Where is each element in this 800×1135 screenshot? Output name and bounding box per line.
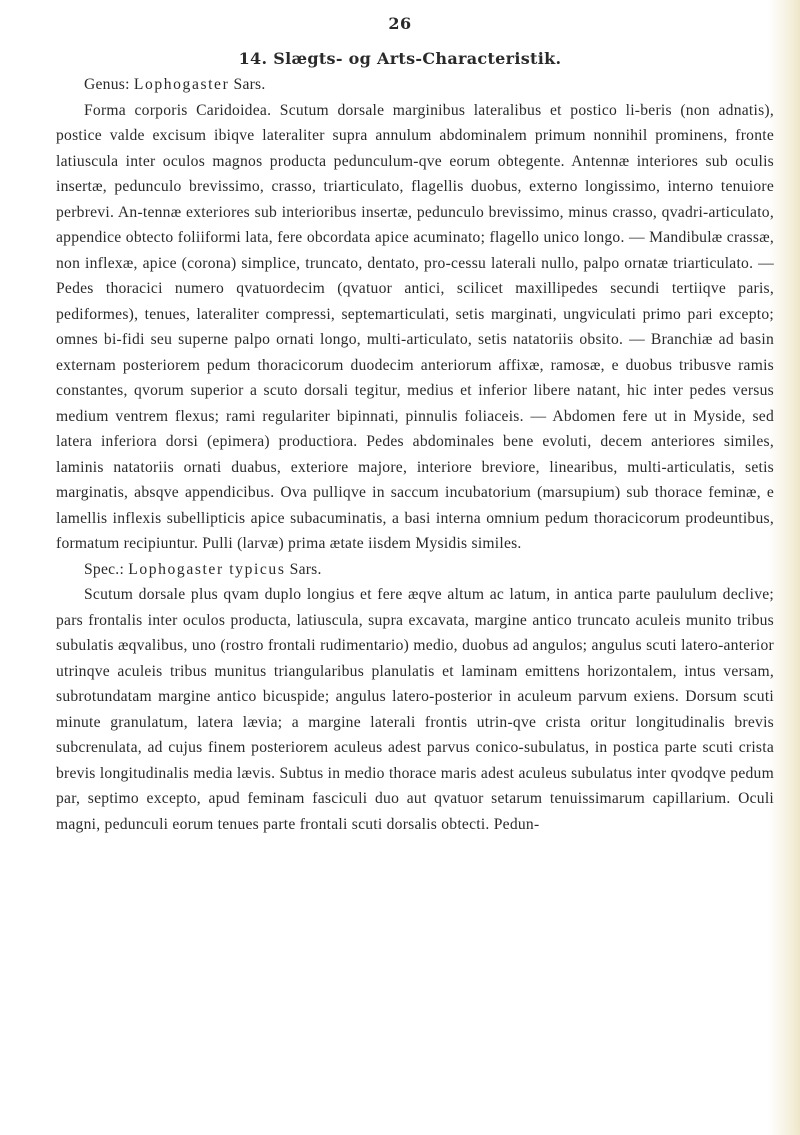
species-name: Lophogaster typicus <box>128 560 286 578</box>
species-line <box>56 557 774 583</box>
body-text <box>56 72 774 837</box>
genus-author: Sars. <box>229 76 266 93</box>
genus-line <box>56 72 774 98</box>
species-label: Spec.: <box>84 560 129 578</box>
species-author: Sars. <box>285 560 322 578</box>
section-heading: 14. Slægts- og Arts-Characteristik. <box>238 49 562 68</box>
genus-description: Forma corporis Caridoidea. Scutum dorsale marginibus lateralibus et postico li-beris (non adnatis), postice valde excisum ibiqve lateraliter supra annulum abdominalem primum nonnihil prominens, fronte latiuscula inter oculos magnos producta pedunculum-qve eorum obtegente. Antennæ interiores sub oculis insertæ, pedunculo brevissimo, crasso, triarticulato, flagellis duobus, externo longissimo, interno tenuiore perbrevi. An-tennæ exteriores sub interioribus insertæ, pedunculo brevissimo, minus crasso, qvadri-articulato, appendice obtecto foliiformi lata, fere obcordata apice acuminato; flagello unico longo. — Mandibulæ crassæ, non inflexæ, apice (corona) simplice, truncato, dentato, pro-cessu laterali nullo, palpo ornatæ triarticulato. — Pedes thoracici numero qvatuordecim (qvatuor antici, scilicet maxillipedes secundi tertiiqve paris, pediformes), tenues, lateraliter compressi, septemarticulati, setis marginati, ungviculati primo pari excepto; omnes bi-fidi seu superne palpo ornati longo, multi-articulato, setis natatoriis obsito. — Branchiæ ad basin externam posteriorem pedum thoracicorum duodecim anteriorum affixæ, ramosæ, e duobus tribusve ramis constantes, qvorum superior a scuto dorsali tegitur, medius et inferior libere natant, hic inter pedes versus medium ventrem flexus; rami regulariter bipinnati, pinnulis foliaceis. — Abdomen fere ut in Myside, sed latera inferiora dorsi (epimera) productiora. Pedes abdominales bene evoluti, decem anteriores similes, laminis natatoriis ornati duabus, exteriore majore, interiore breviore, linearibus, multi-articulatis, setis marginatis, absqve appendicibus. Ova pulliqve in saccum incubatorium (marsupium) sub thorace feminæ, e lamellis inflexis subellipticis apice subacuminatis, a basi interna omnium pedum thoracicorum prodeuntibus, formatum recipiuntur. Pulli (larvæ) prima ætate iisdem Mysidis similes. <box>56 101 774 552</box>
page-number: 26 <box>388 14 412 33</box>
genus-name: Lophogaster <box>133 76 230 93</box>
genus-label: Genus: <box>84 76 134 93</box>
species-description: Scutum dorsale plus qvam duplo longius et fere æqve altum ac latum, in antica parte paululum declive; pars frontalis inter oculos producta, latiuscula, supra excavata, margine antico truncato aculeis munito tribus subulatis æqvalibus, uno (rostro frontali rudimentario) medio, duobus ad angulos; angulus scuti latero-anterior utrinqve aculeis tribus munitus triangularibus planulatis et laminam emittens horizontalem, intus versam, subrotundatam margine antico bicuspide; angulus latero-posterior in aculeum parvum exiens. Dorsum scuti minute granulatum, latera lævia; a margine laterali frontis utrin-qve crista oritur longitudinalis brevis subcrenulata, ad cujus finem posteriorem aculeus adest parvus conico-subulatus, in postica parte scuti crista brevis longitudinalis media lævis. Subtus in medio thorace maris adest aculeus subulatus inter qvodqve pedum par, septimo excepto, apud feminam fasciculi duo aut qvatuor setarum tenuissimarum capillarium. Oculi magni, pedunculi eorum tenues parte frontali scuti dorsalis obtecti. Pedun- <box>56 586 774 833</box>
